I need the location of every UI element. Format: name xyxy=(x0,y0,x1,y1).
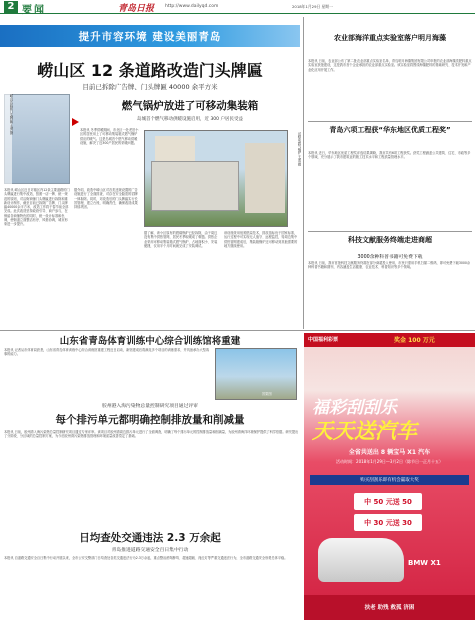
boiler-body-col2: 据了解，该小区原有的燃煤锅炉已经拆除，由于周边没有集中供热管网，居民冬季取暖成了难题。供热企业采用可移动集装箱式燃气锅炉，占地面积小、安装便捷，仅用半个月时间就完成了安装调试。 xyxy=(144,231,218,248)
boiler-container-shape xyxy=(151,161,239,211)
banner-title: 提升市容环境 建设美丽青岛 xyxy=(78,31,222,43)
newspaper-logo: 青岛日报 xyxy=(118,4,155,14)
boiler-subheadline: 岛城首个燃气移动供暖设施启用，近 300 户居民受益 xyxy=(137,117,243,122)
lead-body-col1: 本报讯 崂山区近日对辖区内12条主要道路的门头牌匾进行集中改造，按照一店一牌、统一规范的原则，对沿街商铺门头牌匾进行拆除和重新设计制作，截至目前已拆除广告牌、门头牌匾40000余平方米，改造工作将于春节前全部完成。此次改造坚持政府引导、商户参与，在保留各商铺特色的同时，统一设计标准和色调，使街道立面整洁有序、风格协调，城市形象进一步提升。 xyxy=(4,188,70,227)
r1-headline: 农业部海洋重点实验室落户明月海藻 xyxy=(334,34,446,42)
building-shape xyxy=(245,143,285,213)
ad-sponsor: 中国福利彩票 xyxy=(308,337,339,343)
lead-body-col2: 据介绍，改造中崂山区对各类违规设置的广告设施进行了全面排查，对存在安全隐患的招牌一律拆除。同时，对改造后的门头牌匾实行长效管理，建立台账，明确责任，确保改造成果持续巩固。 xyxy=(74,188,138,210)
r3-subheadline: 3000余种科普书籍可免费下载 xyxy=(357,255,423,260)
boiler-body-col3: 该设施采用低氮燃烧技术，排放指标优于国家标准，运行过程中可实现无人值守、远程监控，待周边集中供热管网建成后，集装箱锅炉还可移动到其他需要的地方继续使用。 xyxy=(224,231,298,248)
ad-bluebar-text: 购买刮刮乐即有机会赢取大奖 xyxy=(360,478,419,483)
emission-headline: 每个排污单元都明确控制排放量和削减量 xyxy=(55,414,245,426)
divider xyxy=(0,330,475,331)
arrow-icon xyxy=(72,118,79,126)
boiler-photo xyxy=(144,130,288,227)
lottery-advertisement[interactable] xyxy=(304,333,475,620)
r2-headline: 青岛六项工程获“华东地区优质工程奖” xyxy=(329,126,451,134)
ad-headline-2: 天天送汽车 xyxy=(312,419,417,443)
emission-body: 本报讯 日前，胶州湾入海污染物总量控制研究项目通过专家评审。该项目对胶州湾周边排污单元进行了全面调查，明确了每个排污单元的控制排放量和削减量，为胶州湾海洋环境保护提供了科学依据。研究提出了分阶段、分区域的总量控制方案，为今后胶州湾污染物排放管理和环境质量改善奠定了基础。 xyxy=(4,430,299,439)
section-title: 要闻 xyxy=(22,5,46,16)
ad-footer-slogan: 扶老 助残 救孤 济困 xyxy=(364,605,415,611)
boiler-body-col1: 本报讯 冬季供暖期间，市北区一处老旧小区的居民用上了可移动集装箱式燃气锅炉供应的暖气。这是岛城首个燃气移动供暖设施，解决了近300户居民的采暖问题。 xyxy=(80,128,139,145)
sports-body: 本报讯 记者从市体育局获悉，山东省青岛体育训练中心综合训练馆重建工程近日启动，新馆建成后将满足多个项目的训练需求，并具备承办大型赛事的能力。 xyxy=(4,348,210,357)
issue-meta: 2018年1月29日 星期一 xyxy=(292,4,333,9)
ad-headline-1: 福彩刮刮乐 xyxy=(312,398,397,418)
ad-car-model: BMW X1 xyxy=(408,559,441,567)
ad-line-2: 活动时间：2018年1月29日—3月2日（除节日一正月十五） xyxy=(336,459,443,464)
right-column xyxy=(303,17,475,329)
boiler-photo-caption: 可移动燃气锅炉 王勇 摄 xyxy=(297,132,301,167)
r2-body: 本报讯 近日，华东地区优质工程奖评选结果揭晓，我市共有6项工程获奖。获奖工程涵盖公共建筑、住宅、市政等多个领域，充分展示了我市建筑业的施工技术水平和工程质量管理水平。 xyxy=(308,151,471,160)
ad-prize: 奖金 100 万元 xyxy=(394,337,435,344)
divider xyxy=(308,121,472,122)
traffic-headline: 日均查处交通违法 2.3 万余起 xyxy=(79,532,221,544)
sports-photo-caption: 效果图 xyxy=(262,392,272,396)
ad-coupon-2-text: 中 30 元送 30 xyxy=(364,519,412,527)
bmw-car-image xyxy=(318,538,404,582)
site-url[interactable]: http://www.dailyqd.com xyxy=(165,4,219,9)
traffic-body: 本报讯 自道路交通安全百日集中行动开展以来，全市公安交警部门日均查处各类交通违法行为2.3万余起，重点整治酒驾醉驾、超速超载、闯红灯等严重交通违法行为，全市道路交通安全形势总体平稳。 xyxy=(4,556,288,560)
emission-kicker: 胶州港入海污染物总量控制研究项目通过评审 xyxy=(102,404,198,409)
divider xyxy=(308,231,472,232)
traffic-subheadline: 青岛推进道路交通安全百日集中行动 xyxy=(111,548,189,553)
shopfront-photo-caption: 崂山区拆除门头牌匾 王勇 摄 xyxy=(4,94,12,184)
r3-body: 本报讯 日前，我市首批科技文献服务终端在部分商超投入使用，市民只需用手机扫描二维码，即可免费下载3000余种科普书籍和期刊，内容涵盖生活健康、农业技术、科普知识等多个领域。 xyxy=(308,261,471,270)
sports-headline: 山东省青岛体育训练中心综合训练馆将重建 xyxy=(59,336,241,347)
r1-body: 本报讯 日前，农业部公布了第二批农业部重点实验室名单，青岛明月海藻集团有限公司申报的农业部海藻类肥料重点实验室获批建设，这是我市首个企业承担的农业部重点实验室。该实验室将围绕海藻肥料的基础研究、技术开发和产业化应用开展工作。 xyxy=(308,59,472,72)
ad-coupon-1-text: 中 50 元送 50 xyxy=(364,498,412,506)
shopfront-photo xyxy=(4,94,70,184)
page-header xyxy=(0,0,475,14)
boiler-headline: 燃气锅炉放进了可移动集装箱 xyxy=(121,100,259,112)
ad-line-1: 全省共送出 8 辆宝马 X1 汽车 xyxy=(348,449,431,456)
page-number: 2 xyxy=(4,1,18,13)
building-shape xyxy=(155,136,195,164)
r3-headline: 科技文献服务终端走进商超 xyxy=(348,236,432,244)
lead-headline: 崂山区 12 条道路改造门头牌匾 xyxy=(37,61,263,80)
lead-subheadline: 目前已拆除广告牌、门头牌匾 40000 余平方米 xyxy=(82,83,218,91)
